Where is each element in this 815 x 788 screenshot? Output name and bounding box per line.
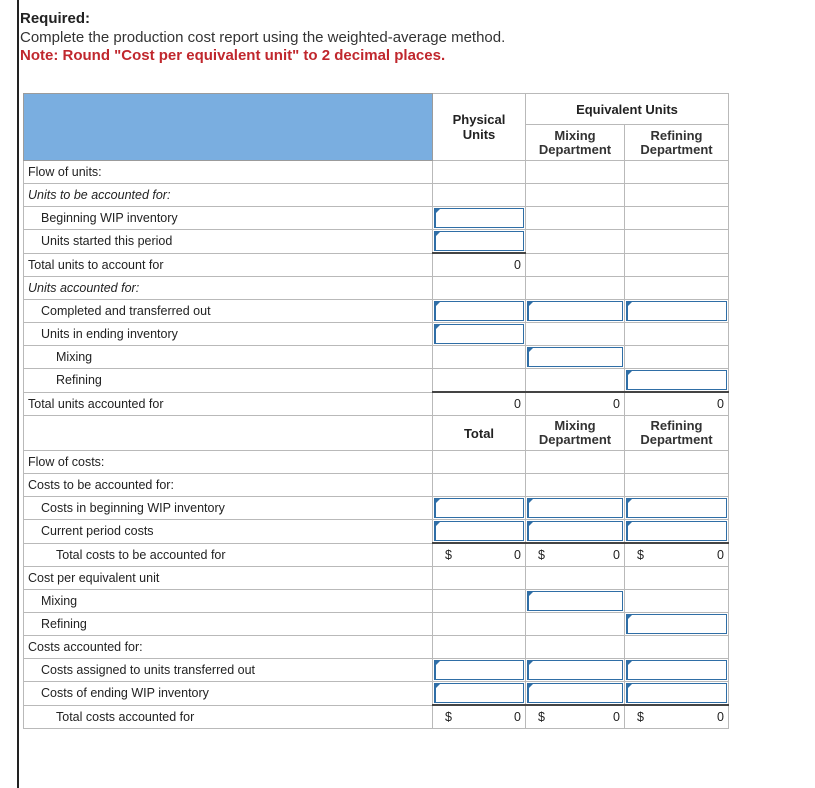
beginning-wip-refining-cost-input[interactable] <box>626 498 727 518</box>
table-row <box>24 474 729 497</box>
table-row <box>24 207 729 230</box>
units-accounted-for-label: Units accounted for: <box>24 277 433 300</box>
total-costs-to-account-label: Total costs to be accounted for <box>24 543 433 567</box>
total-accounted-physical-value: 0 <box>433 392 526 416</box>
cost-per-eu-label: Cost per equivalent unit <box>24 567 433 590</box>
cost-header-row <box>24 416 729 451</box>
transferred-mixing-cost-input[interactable] <box>527 660 623 680</box>
cost-per-eu-mixing-input[interactable] <box>527 591 623 611</box>
total-units-accounted-label: Total units accounted for <box>24 392 433 416</box>
production-cost-report-table <box>23 93 729 729</box>
units-started-input[interactable] <box>434 231 524 251</box>
units-ending-inventory-label: Units in ending inventory <box>24 323 433 346</box>
costs-ending-wip-label: Costs of ending WIP inventory <box>24 682 433 706</box>
flow-of-costs-label: Flow of costs: <box>24 451 433 474</box>
table-row <box>24 230 729 254</box>
rounding-note: Note: Round "Cost per equivalent unit" to 2 decimal places. <box>20 47 446 64</box>
completed-transferred-label: Completed and transferred out <box>24 300 433 323</box>
ending-refining-label: Refining <box>24 369 433 393</box>
ending-refining-eu-input[interactable] <box>626 370 727 390</box>
ending-wip-total-cost-input[interactable] <box>434 683 524 703</box>
currency-symbol: $ <box>538 710 545 724</box>
costs-beginning-wip-label: Costs in beginning WIP inventory <box>24 497 433 520</box>
total-units-to-account-value: 0 <box>433 253 526 277</box>
total-units-to-account-label: Total units to account for <box>24 253 433 277</box>
table-row <box>24 369 729 393</box>
current-total-cost-input[interactable] <box>434 521 524 541</box>
table-row <box>24 636 729 659</box>
cost-mixing-header: Mixing Department <box>526 416 625 451</box>
beginning-wip-units-input[interactable] <box>434 208 524 228</box>
units-to-be-accounted-label: Units to be accounted for: <box>24 184 433 207</box>
amount-value: 0 <box>514 548 521 562</box>
table-row <box>24 520 729 544</box>
total-accounted-refining-value: 0 <box>625 392 729 416</box>
table-row <box>24 705 729 729</box>
current-period-costs-label: Current period costs <box>24 520 433 544</box>
total-costs-accounted-mixing <box>526 705 625 729</box>
total-accounted-mixing-value: 0 <box>526 392 625 416</box>
table-row <box>24 253 729 277</box>
cost-per-eu-refining-input[interactable] <box>626 614 727 634</box>
table-row <box>24 543 729 567</box>
total-costs-accounted-label: Total costs accounted for <box>24 705 433 729</box>
total-costs-accounted-refining <box>625 705 729 729</box>
question-header <box>20 10 505 65</box>
table-row <box>24 184 729 207</box>
left-border-rule <box>17 0 19 788</box>
completed-refining-eu-input[interactable] <box>626 301 727 321</box>
table-row <box>24 392 729 416</box>
currency-symbol: $ <box>637 548 644 562</box>
ending-wip-refining-cost-input[interactable] <box>626 683 727 703</box>
table-row <box>24 567 729 590</box>
total-costs-to-account-refining <box>625 543 729 567</box>
current-mixing-cost-input[interactable] <box>527 521 623 541</box>
beginning-wip-label: Beginning WIP inventory <box>24 207 433 230</box>
ending-mixing-label: Mixing <box>24 346 433 369</box>
completed-physical-input[interactable] <box>434 301 524 321</box>
beginning-wip-total-cost-input[interactable] <box>434 498 524 518</box>
costs-assigned-transferred-label: Costs assigned to units transferred out <box>24 659 433 682</box>
table-row <box>24 590 729 613</box>
instruction-text: Complete the production cost report using the weighted-average method. <box>20 29 506 46</box>
refining-department-header: Refining Department <box>625 125 729 161</box>
table-row <box>24 682 729 706</box>
currency-symbol: $ <box>445 548 452 562</box>
table-row <box>24 451 729 474</box>
table-row <box>24 277 729 300</box>
costs-accounted-for-label: Costs accounted for: <box>24 636 433 659</box>
amount-value: 0 <box>717 548 724 562</box>
table-row <box>24 613 729 636</box>
mixing-department-header: Mixing Department <box>526 125 625 161</box>
total-costs-to-account-total <box>433 543 526 567</box>
total-column-header: Total <box>433 416 526 451</box>
amount-value: 0 <box>613 548 620 562</box>
cost-per-eu-mixing-label: Mixing <box>24 590 433 613</box>
units-started-label: Units started this period <box>24 230 433 254</box>
currency-symbol: $ <box>637 710 644 724</box>
cost-refining-header: Refining Department <box>625 416 729 451</box>
ending-inventory-physical-input[interactable] <box>434 324 524 344</box>
beginning-wip-mixing-cost-input[interactable] <box>527 498 623 518</box>
amount-value: 0 <box>514 710 521 724</box>
currency-symbol: $ <box>538 548 545 562</box>
equivalent-units-header: Equivalent Units <box>526 94 729 125</box>
amount-value: 0 <box>717 710 724 724</box>
table-header-row <box>24 94 729 125</box>
total-costs-to-account-mixing <box>526 543 625 567</box>
cost-per-eu-refining-label: Refining <box>24 613 433 636</box>
table-row <box>24 300 729 323</box>
table-row <box>24 659 729 682</box>
table-row <box>24 497 729 520</box>
table-row <box>24 161 729 184</box>
header-blank-cell <box>24 94 433 161</box>
table-row <box>24 323 729 346</box>
ending-mixing-eu-input[interactable] <box>527 347 623 367</box>
costs-to-be-accounted-label: Costs to be accounted for: <box>24 474 433 497</box>
transferred-refining-cost-input[interactable] <box>626 660 727 680</box>
ending-wip-mixing-cost-input[interactable] <box>527 683 623 703</box>
transferred-total-cost-input[interactable] <box>434 660 524 680</box>
physical-units-header: Physical Units <box>433 94 526 161</box>
current-refining-cost-input[interactable] <box>626 521 727 541</box>
amount-value: 0 <box>613 710 620 724</box>
currency-symbol: $ <box>445 710 452 724</box>
completed-mixing-eu-input[interactable] <box>527 301 623 321</box>
required-label: Required: <box>20 10 91 27</box>
total-costs-accounted-total <box>433 705 526 729</box>
flow-of-units-label: Flow of units: <box>24 161 433 184</box>
table-row <box>24 346 729 369</box>
